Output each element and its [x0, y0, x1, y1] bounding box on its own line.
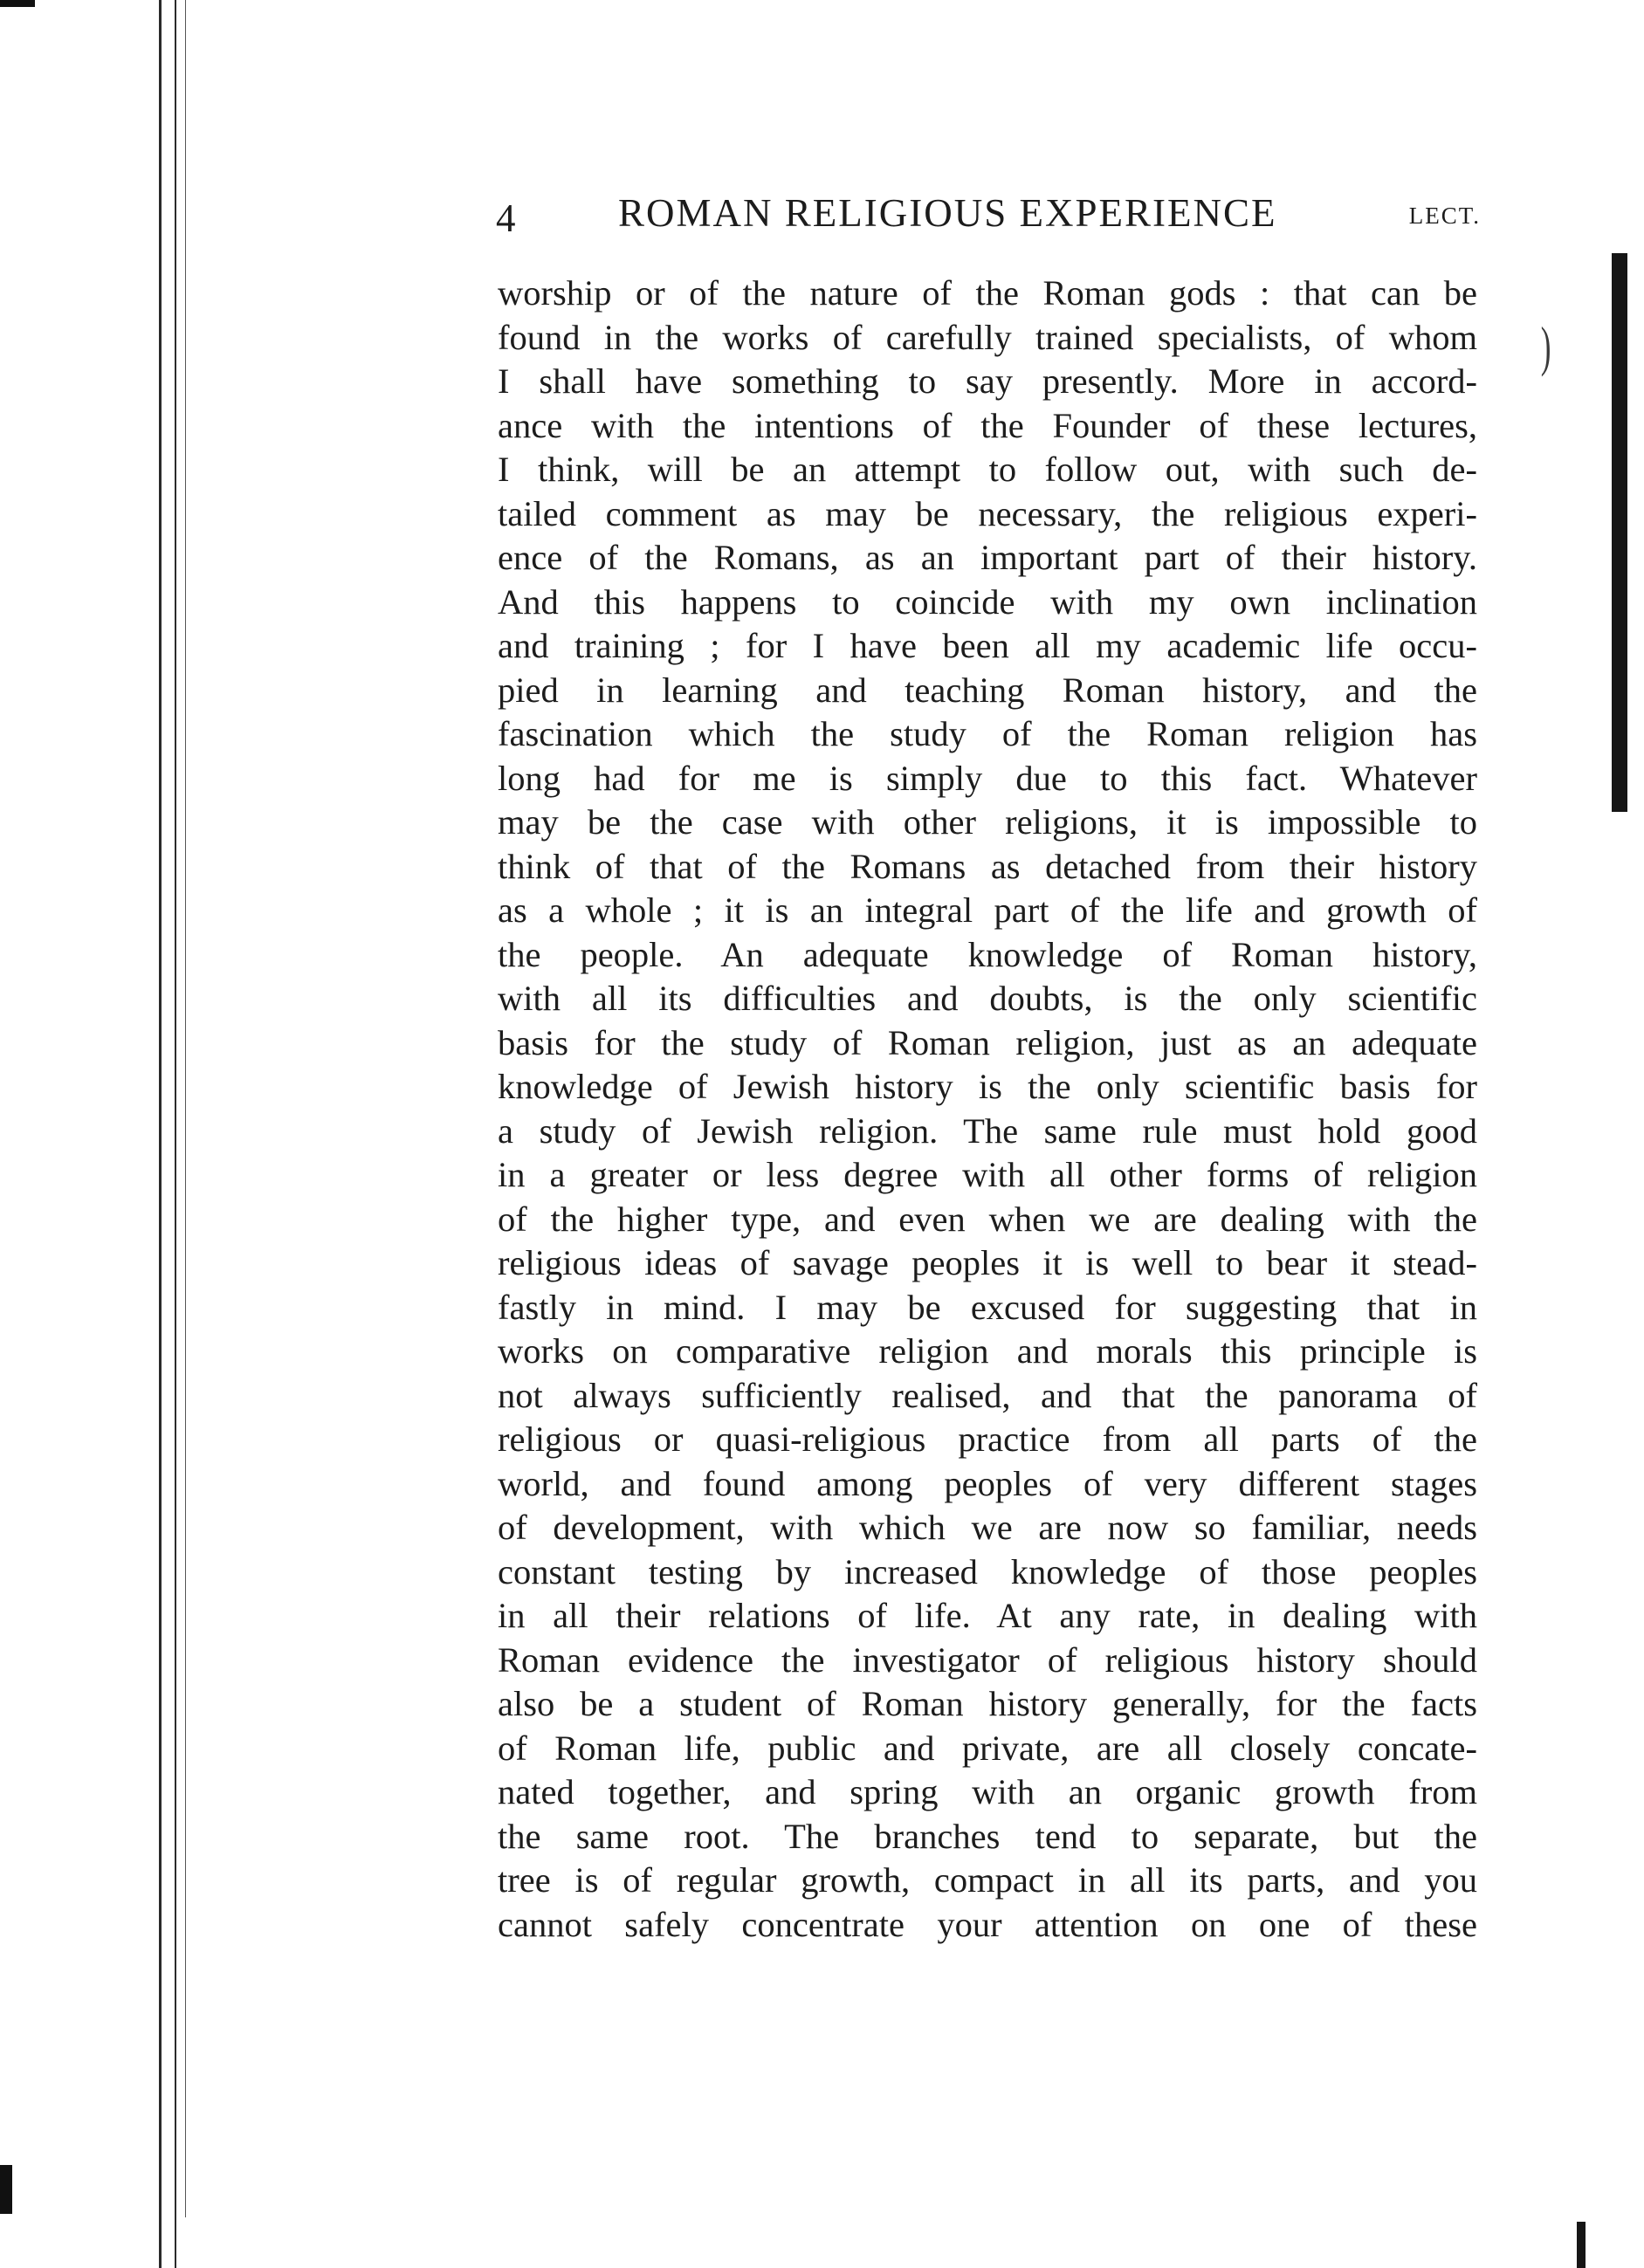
text-line: tailed comment as may be necessary, the religious experi-: [498, 493, 1477, 533]
text-line: tree is of regular growth, compact in all its parts, and you: [498, 1860, 1477, 1900]
text-line: may be the case with other religions, it is impossible to: [498, 802, 1477, 842]
text-line: world, and found among peoples of very different stages: [498, 1463, 1477, 1503]
text-line: long had for me is simply due to this fact. Whatever: [498, 758, 1477, 798]
text-line: religious ideas of savage peoples it is well to bear it stead-: [498, 1243, 1477, 1282]
text-line: fastly in mind. I may be excused for suggesting that in: [498, 1287, 1477, 1327]
text-line: fascination which the study of the Roman religion has: [498, 714, 1477, 753]
margin-parenthesis-mark: ): [1540, 315, 1551, 377]
running-header: [496, 190, 1481, 243]
text-line: And this happens to coincide with my own inclination: [498, 581, 1477, 622]
body-text: [498, 271, 1477, 1947]
text-line: worship or of the nature of the Roman gods : that can be: [498, 273, 1477, 313]
text-line: of the higher type, and even when we are dealing with the: [498, 1199, 1477, 1239]
text-line: ance with the intentions of the Founder of these lectures,: [498, 405, 1477, 445]
binding-line-far: [185, 0, 186, 2217]
running-section-label: LECT.: [1408, 203, 1481, 229]
binding-line-outer: [159, 0, 162, 2268]
text-line: the people. An adequate knowledge of Roman history,: [498, 934, 1477, 974]
text-line: the same root. The branches tend to separate, but the: [498, 1816, 1477, 1856]
text-line: nated together, and spring with an organic growth from: [498, 1772, 1477, 1811]
text-line: ence of the Romans, as an important part of their history.: [498, 538, 1477, 577]
margin-scan-bar-right: [1612, 253, 1627, 812]
text-line: as a whole ; it is an integral part of the life and growth of: [498, 890, 1477, 930]
text-line: constant testing by increased knowledge of those peoples: [498, 1551, 1477, 1591]
text-line: pied in learning and teaching Roman history, and the: [498, 670, 1477, 710]
text-line: knowledge of Jewish history is the only scientific basis for: [498, 1067, 1477, 1106]
text-line: I shall have something to say presently. More in accord-: [498, 361, 1477, 401]
text-line: in all their relations of life. At any rate, in dealing with: [498, 1596, 1477, 1635]
margin-scan-bar-bottom: [1577, 2222, 1586, 2268]
text-line: of development, with which we are now so familiar, needs: [498, 1508, 1477, 1547]
text-line: of Roman life, public and private, are all closely concate-: [498, 1728, 1477, 1768]
binding-line-inner: [175, 0, 176, 2268]
running-title: ROMAN RELIGIOUS EXPERIENCE: [618, 191, 1277, 235]
text-line: found in the works of carefully trained specialists, of whom: [498, 317, 1477, 357]
text-line: in a greater or less degree with all other forms of religion: [498, 1155, 1477, 1194]
text-line: also be a student of Roman history generally, for the facts: [498, 1684, 1477, 1723]
text-line: and training ; for I have been all my academic life occu-: [498, 626, 1477, 665]
text-line: basis for the study of Roman religion, just as an adequate: [498, 1022, 1477, 1062]
page-number: 4: [496, 196, 517, 240]
text-line: not always sufficiently realised, and that the panorama of: [498, 1375, 1477, 1415]
corner-scan-mark-top: [0, 0, 35, 7]
text-line: Roman evidence the investigator of religious history should: [498, 1639, 1477, 1680]
text-line: a study of Jewish religion. The same rule must hold good: [498, 1110, 1477, 1151]
text-line: religious or quasi-religious practice from all parts of the: [498, 1419, 1477, 1459]
text-line: works on comparative religion and morals this principle is: [498, 1331, 1477, 1371]
corner-scan-mark-bottom: [0, 2165, 12, 2214]
text-line: I think, will be an attempt to follow out, with such de-: [498, 450, 1477, 489]
text-line-last: cannot safely concentrate your attention on one of these: [498, 1904, 1477, 1944]
text-line: with all its difficulties and doubts, is the only scientific: [498, 979, 1477, 1018]
text-line: think of that of the Romans as detached from their history: [498, 846, 1477, 886]
